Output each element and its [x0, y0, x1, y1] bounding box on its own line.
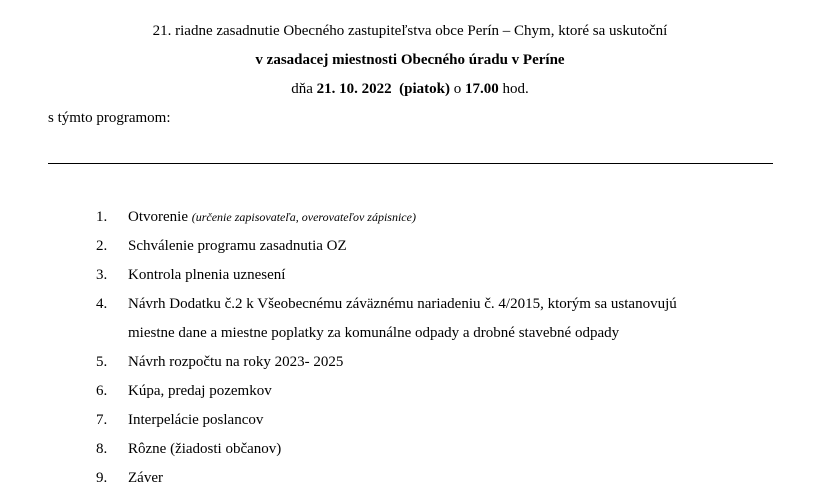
date-mid: o: [450, 81, 465, 97]
agenda-text: [128, 208, 768, 226]
agenda-item-4: [0, 295, 820, 353]
agenda-item-2: [0, 237, 820, 266]
agenda-item-3: [0, 266, 820, 295]
date-prefix: dňa: [291, 81, 317, 97]
agenda-number: 4.: [96, 296, 108, 312]
meeting-location: [0, 51, 820, 69]
agenda-number: 6.: [96, 383, 108, 399]
agenda-text: Záver: [128, 470, 163, 486]
agenda-item-7: [0, 411, 820, 440]
time-suffix: hod.: [498, 81, 529, 97]
agenda-text: [128, 295, 768, 342]
agenda-text: Schválenie programu zasadnutia OZ: [128, 238, 347, 254]
agenda-item-label: Otvorenie: [128, 209, 188, 225]
meeting-location-text: v zasadacej miestnosti Obecného úradu v Períne: [255, 52, 565, 68]
meeting-title-text: 21. riadne zasadnutie Obecného zastupiteľstva obce Perín – Chym, ktoré sa uskutoční: [152, 23, 668, 39]
agenda-item-1: [0, 208, 820, 237]
agenda-item-5: [0, 353, 820, 382]
agenda-item-8: [0, 440, 820, 469]
agenda-text: Rôzne (žiadosti občanov): [128, 441, 282, 457]
agenda-text: Interpelácie poslancov: [128, 412, 264, 428]
agenda-item-6: [0, 382, 820, 411]
agenda-number: 1.: [96, 209, 108, 225]
meeting-date-line: [0, 80, 820, 98]
agenda-number: 7.: [96, 412, 108, 428]
meeting-time: 17.00: [465, 81, 499, 97]
agenda-number: 5.: [96, 354, 108, 370]
program-label: s týmto programom:: [48, 110, 171, 126]
agenda-item-continuation: miestne dane a miestne poplatky za komunálne odpady a drobné stavebné odpady: [128, 325, 620, 341]
agenda-text: Kontrola plnenia uznesení: [128, 267, 286, 283]
agenda-item-label: Návrh Dodatku č.2 k Všeobecnému záväznému nariadeniu č. 4/2015, ktorým sa ustanovujú: [128, 296, 677, 312]
agenda-number: 3.: [96, 267, 108, 283]
agenda-number: 8.: [96, 441, 108, 457]
agenda-item-note: (určenie zapisovateľa, overovateľov zápisnice): [191, 210, 416, 224]
meeting-day: (piatok): [399, 81, 450, 97]
agenda-text: Návrh rozpočtu na roky 2023- 2025: [128, 354, 344, 370]
meeting-title: [0, 22, 820, 40]
agenda-number: 2.: [96, 238, 108, 254]
agenda-number: 9.: [96, 470, 108, 486]
agenda-list: [0, 208, 820, 498]
meeting-date: 21. 10. 2022: [316, 81, 392, 97]
agenda-text: Kúpa, predaj pozemkov: [128, 383, 272, 399]
agenda-item-9: [0, 469, 820, 498]
horizontal-divider: [48, 163, 773, 164]
